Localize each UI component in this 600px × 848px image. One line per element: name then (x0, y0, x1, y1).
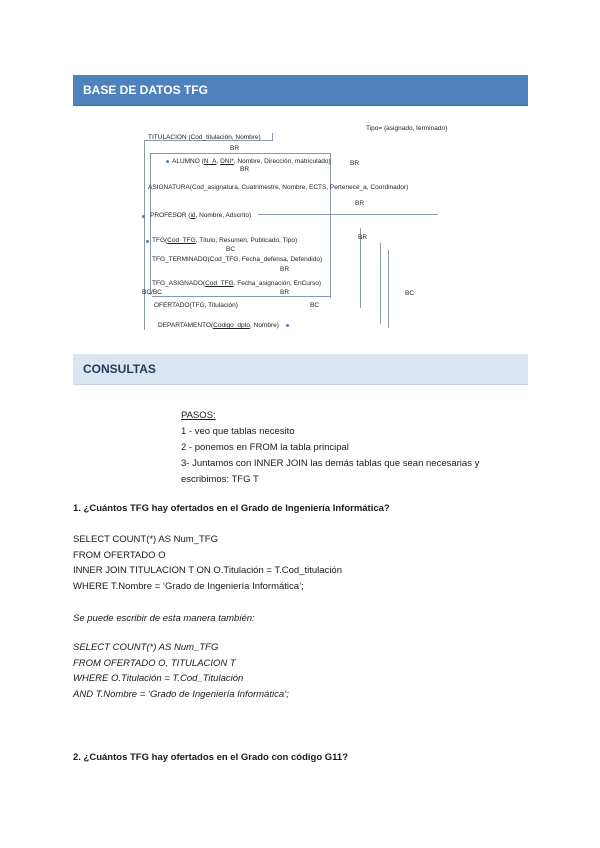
connector-line (144, 140, 145, 330)
table-alumno: ALUMNO (N_A, DNI*, Nombre, Dirección, matriculado) (172, 158, 331, 165)
label-bc: BC (405, 290, 415, 297)
label-br: BR (358, 234, 368, 241)
bullet-icon (166, 160, 169, 163)
table-tfg-asignado: TFG_ASIGNADO(Cod_TFG, Fecha_asignación, EnCurso) (152, 280, 322, 287)
label-bc-bc: BC/BC (142, 289, 162, 296)
section-title-queries: CONSULTAS (83, 362, 156, 376)
bullet-icon (146, 240, 149, 243)
connector-line (330, 153, 331, 298)
connector-line (258, 214, 438, 215)
step-3: 3- Juntamos con INNER JOIN las demás tablas que sean necesarias y (181, 458, 480, 469)
connector-line (388, 250, 389, 328)
bullet-icon (142, 215, 145, 218)
label-br: BR (350, 160, 360, 167)
question-1: 1. ¿Cuántos TFG hay ofertados en el Grado de Ingeniería Informática? (73, 503, 390, 514)
bullet-icon (286, 324, 289, 327)
tipo-note: Tipo= {asignado, terminado} (366, 125, 448, 132)
table-tfg: TFG(Cod_TFG, Título, Resumen, Publicado, Tipo) (152, 237, 298, 244)
table-titulacion: TITULACION (Cod_titulación, Nombre) (148, 134, 261, 141)
sql-line: SELECT COUNT(*) AS Num_TFG (73, 642, 219, 653)
connector-line (272, 133, 273, 141)
label-bc: BC (226, 246, 236, 253)
connector-line (150, 153, 151, 295)
label-br: BR (230, 145, 240, 152)
sql-line: FROM OFERTADO O, TITULACION T (73, 657, 236, 669)
steps-heading: PASOS: (181, 410, 216, 421)
table-profesor: PROFESOR (id, Nombre, Adscrito) (150, 212, 252, 219)
relational-schema-diagram (130, 118, 470, 338)
connector-line (380, 323, 381, 324)
label-br: BR (355, 200, 365, 207)
section-header-queries (73, 354, 528, 385)
section-header-db (73, 75, 528, 106)
step-1: 1 - veo que tablas necesito (181, 426, 295, 437)
step-3-continued: escribimos: TFG T (181, 474, 259, 485)
sql-query-1-alt (73, 640, 289, 702)
table-tfg-terminado: TFG_TERMINADO(Cod_TFG, Fecha_defensa, Defendido) (152, 256, 323, 263)
section-title-db: BASE DE DATOS TFG (83, 83, 208, 97)
table-asignatura: ASIGNATURA(Cod_asignatura, Cuatrimestre, Nombre, ECTS, Pertenece_a, Coordinador) (148, 184, 409, 191)
table-departamento: DEPARTAMENTO(Codigo_dpto, Nombre) (158, 322, 279, 329)
label-br: BR (240, 166, 250, 173)
step-2: 2 - ponemos en FROM la tabla principal (181, 442, 349, 453)
label-br: BR (280, 266, 290, 273)
sql-line: SELECT COUNT(*) AS Num_TFG (73, 534, 218, 545)
sql-line: WHERE T.Nombre = ‘Grado de Ingeniería Informática’; (73, 580, 304, 592)
sql-line: FROM OFERTADO O (73, 549, 166, 561)
sql-query-1 (73, 532, 342, 594)
connector-line (380, 243, 381, 323)
alt-intro: Se puede escribir de esta manera también: (73, 613, 255, 624)
label-br: BR (280, 289, 290, 296)
connector-line (152, 296, 330, 297)
connector-line (150, 153, 330, 154)
sql-line: AND T.Nombre = ‘Grado de Ingeniería Informática’; (73, 688, 289, 700)
table-ofertado: OFERTADO(TFG, Titulación) (154, 302, 238, 309)
sql-line: INNER JOIN TITULACION T ON O.Titulación = T.Cod_titulación (73, 565, 342, 576)
sql-line: WHERE O.Titulación = T.Cod_Titulación (73, 673, 244, 684)
label-bc: BC (310, 302, 320, 309)
question-2: 2. ¿Cuántos TFG hay ofertados en el Grado con código G11? (73, 752, 349, 763)
steps-block (181, 408, 479, 488)
